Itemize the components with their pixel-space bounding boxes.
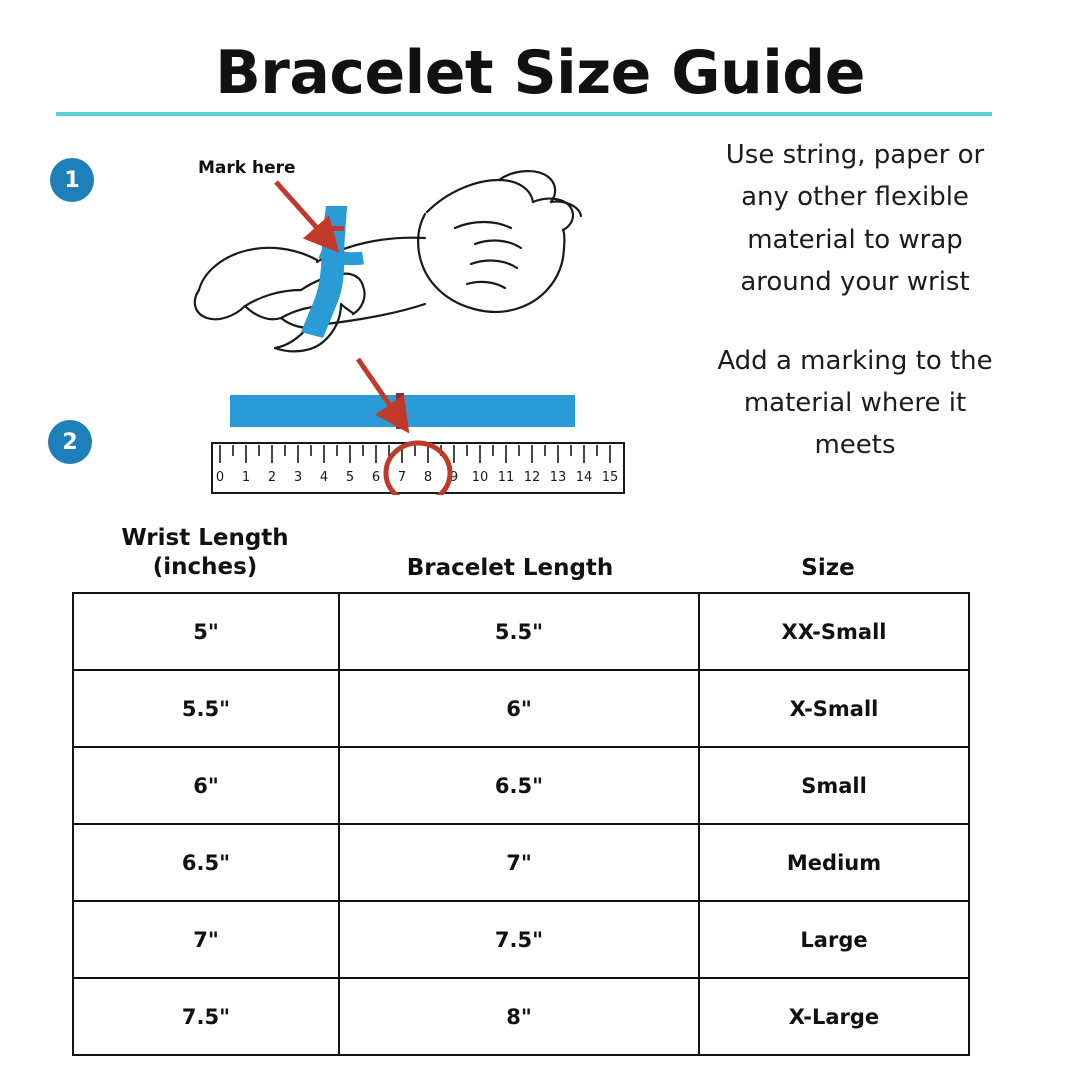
- cell-size: Large: [699, 901, 969, 978]
- svg-text:11: 11: [497, 470, 515, 485]
- hands-measuring-illustration: [95, 140, 655, 365]
- svg-text:2: 2: [267, 470, 277, 485]
- table-row: [73, 901, 969, 978]
- cell-bracelet-length: 5.5": [339, 593, 699, 670]
- table-row: [73, 593, 969, 670]
- cell-wrist-length: 5.5": [73, 670, 339, 747]
- svg-text:1: 1: [241, 470, 251, 485]
- cell-bracelet-length: 7.5": [339, 901, 699, 978]
- mark-here-label: Mark here: [198, 158, 296, 178]
- cell-wrist-length: 5": [73, 593, 339, 670]
- table-row: [73, 747, 969, 824]
- cell-wrist-length: 6.5": [73, 824, 339, 901]
- cell-wrist-length: 6": [73, 747, 339, 824]
- cell-bracelet-length: 6": [339, 670, 699, 747]
- svg-text:7: 7: [397, 470, 407, 485]
- cell-size: Medium: [699, 824, 969, 901]
- size-table: [72, 592, 970, 1056]
- svg-text:13: 13: [549, 470, 567, 485]
- wrist-header-line1: Wrist Length: [121, 525, 289, 551]
- svg-text:14: 14: [575, 470, 593, 485]
- page-title: Bracelet Size Guide: [215, 38, 865, 108]
- svg-text:12: 12: [523, 470, 541, 485]
- svg-text:3: 3: [293, 470, 303, 485]
- svg-text:6: 6: [371, 470, 381, 485]
- instruction-step-2: Add a marking to the material where it meets: [717, 345, 993, 461]
- svg-text:15: 15: [601, 470, 619, 485]
- table-row: [73, 978, 969, 1055]
- instructions-column: [700, 134, 1010, 467]
- cell-size: XX-Small: [699, 593, 969, 670]
- svg-text:0: 0: [215, 470, 225, 485]
- table-row: [73, 824, 969, 901]
- table-row: [73, 670, 969, 747]
- column-header-wrist-length: [80, 524, 330, 583]
- title-divider: [56, 112, 992, 116]
- mark-here-arrow-icon: [268, 176, 358, 256]
- column-header-size: Size: [801, 555, 855, 581]
- cell-size: X-Small: [699, 670, 969, 747]
- svg-text:9: 9: [449, 470, 459, 485]
- step-1-badge: 1: [50, 158, 94, 202]
- table-header-row: [72, 524, 956, 590]
- cell-wrist-length: 7": [73, 901, 339, 978]
- svg-text:4: 4: [319, 470, 329, 485]
- column-header-bracelet-length: Bracelet Length: [406, 555, 614, 581]
- svg-text:10: 10: [471, 470, 489, 485]
- cell-bracelet-length: 8": [339, 978, 699, 1055]
- svg-text:5: 5: [345, 470, 355, 485]
- instruction-step-1: Use string, paper or any other flexible material to wrap around your wrist: [725, 140, 985, 298]
- svg-text:8: 8: [423, 470, 433, 485]
- wrist-header-line2: (inches): [152, 554, 258, 581]
- cell-bracelet-length: 7": [339, 824, 699, 901]
- cell-size: Small: [699, 747, 969, 824]
- ruler-measuring-illustration: [200, 355, 640, 495]
- cell-bracelet-length: 6.5": [339, 747, 699, 824]
- cell-size: X-Large: [699, 978, 969, 1055]
- cell-wrist-length: 7.5": [73, 978, 339, 1055]
- step-2-badge: 2: [48, 420, 92, 464]
